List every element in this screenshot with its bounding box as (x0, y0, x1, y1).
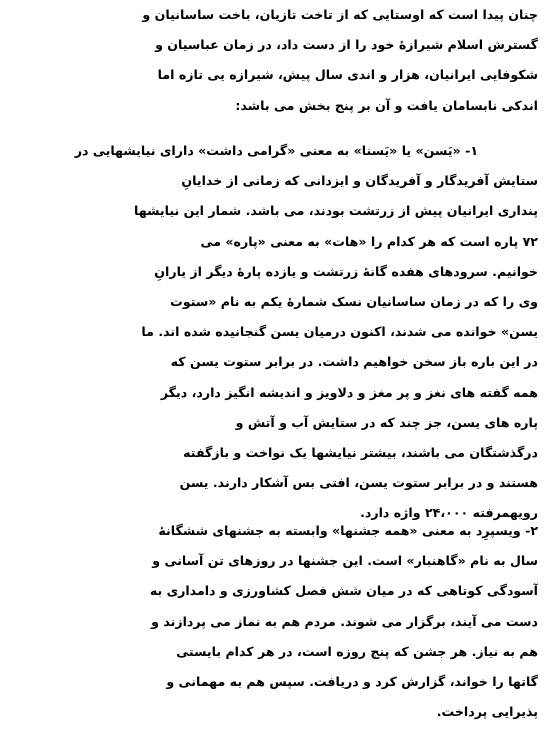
text-line: ۷۲ پاره است که هر کدام را «هات» به معنی «پاره» می (200, 233, 538, 249)
text-line: ۲- ویسپرِد به معنی «همه جشنها» وابسته به جشنهای ششگانهٔ (158, 523, 538, 538)
text-line: گسترش اسلام شیرازهٔ خود را از دست داد، در زمان عباسیان و (155, 37, 538, 53)
text-line: پاره های یسن، جز چند که در ستایش آب و آتش و (235, 414, 538, 430)
text-line: اندکی نابسامان یافت و آن بر پنج بخش می باشد: (235, 97, 538, 113)
text-line: در این باره باز سخن خواهیم داشت. در برابر ستوت یسن که (170, 354, 538, 370)
text-line: پنداری ایرانیان پیش از زرتشت بودند، می باشد. شمار این نیایشها (134, 203, 538, 219)
text-line: وی را که در زمان ساسانیان نسک شمارهٔ یکم به نام «ستوت (170, 294, 538, 310)
text-line: ۱- «یَسن» یا «یَسنا» به معنی «گرامی داشت» دارای نیایشهایی در (74, 143, 478, 158)
text-line: یسن» خوانده می شدند، اکنون درمیان یسن گنجانیده شده اند. ما (141, 324, 538, 340)
text-line: آسودگی کوتاهی که در میان شش فصل کشاورزی و دامداری به (149, 583, 538, 599)
text-line: چنان پیدا است که اوستایی که از تاخت تازیان، باخت ساسانیان و (142, 7, 538, 22)
text-line: شکوفایی ایرانیان، هزار و اندی سال پیش، شیرازه یی تازه اما (157, 67, 538, 83)
text-line: رویهمرفته ۲۴،۰۰۰ واژه دارد. (360, 505, 538, 521)
text-line: همه گفته های نغز و پر مغز و دلاویز و اندیشه انگیز دارد، دیگر (160, 384, 538, 400)
text-line: هستند و در برابر ستوت یسن، افتی بس آشکار دارند. یسن (179, 475, 538, 491)
text-line: دست می آیند، برگزار می شوند. مردم هم به نماز می پردازند و (151, 613, 538, 629)
text-line: هم به نیاز. هر جشن که پنج روزه است، در هر کدام بایستی (176, 643, 538, 659)
text-line: سال به نام «گاهنبار» است. این جشنها در روزهای تن آسانی و (152, 553, 538, 569)
text-line: گاتها را خواند، گزارش کرد و دریافت. سپس هم به مهمانی و (166, 674, 538, 690)
text-line: خوانیم. سرودهای هفده گانهٔ زرتشت و یازده پارهٔ دیگر از یارانِ (154, 263, 538, 279)
paragraph-visperad (30, 516, 538, 727)
text-line: پذیرایی پرداخت. (436, 704, 538, 720)
paragraph-yasna (30, 136, 538, 529)
text-line: ستایش آفریدگار و آفریدگان و ایزدانی که زمانی از خدایانِ (181, 173, 538, 189)
paragraph-intro (30, 0, 538, 121)
text-line: درگذشتگان می باشند، بیشتر نیایشها یک نواخت و بازگفته (183, 445, 538, 461)
